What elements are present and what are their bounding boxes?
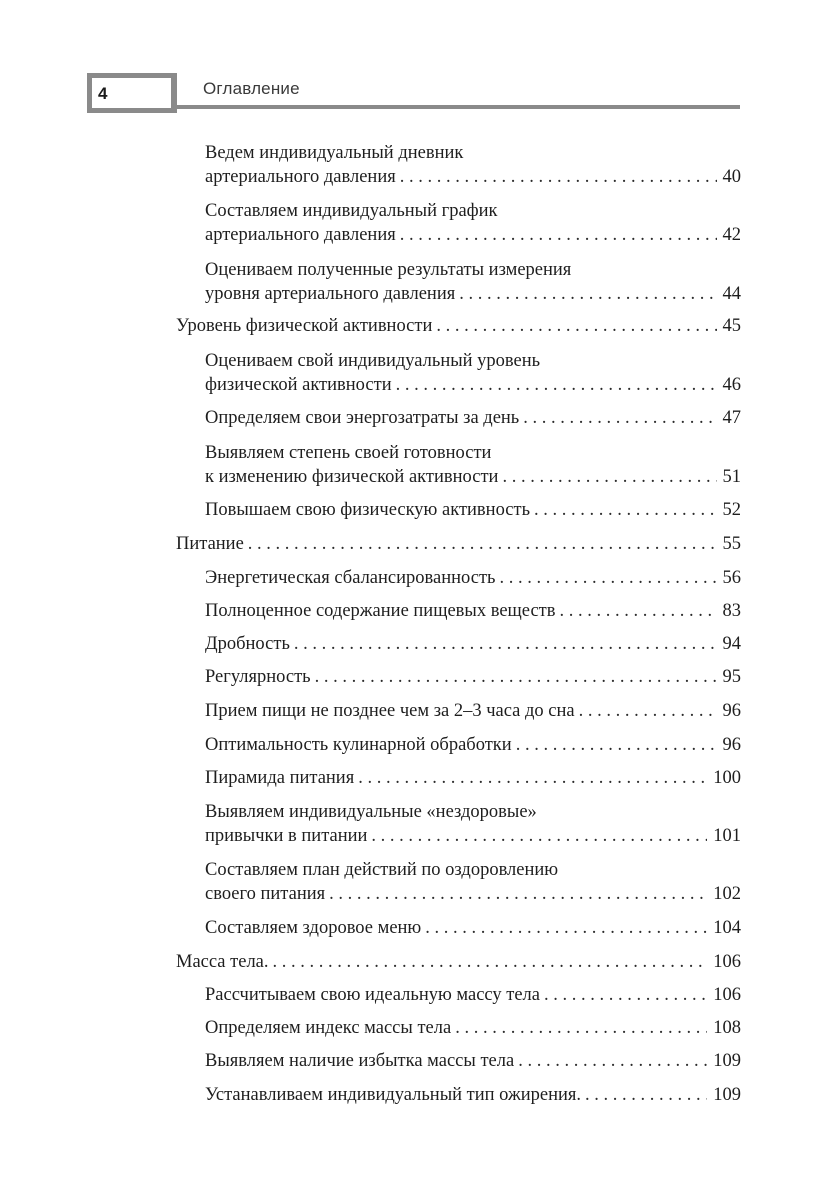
- toc-entry[interactable]: [205, 258, 741, 306]
- toc-entry-page-number: 94: [722, 634, 741, 654]
- toc-entry[interactable]: [205, 983, 741, 1007]
- toc-entry-row: [176, 950, 741, 974]
- toc-entry-title-line: Выявляем индивидуальные «нездоровые»: [205, 802, 537, 822]
- dot-leader: [371, 824, 707, 848]
- toc-entry-title: артериального давления: [205, 167, 396, 187]
- toc-entry[interactable]: [205, 599, 741, 623]
- toc-entry[interactable]: [176, 950, 741, 974]
- dot-leader: [294, 632, 717, 656]
- dot-leader: [459, 282, 716, 306]
- toc-entry[interactable]: [205, 800, 741, 848]
- dot-leader: [248, 532, 717, 556]
- toc-entry-row: [205, 766, 741, 790]
- toc-entry[interactable]: [205, 441, 741, 489]
- toc-entry-page-number: 95: [722, 667, 741, 687]
- toc-entry-title: Выявляем наличие избытка массы тела: [205, 1051, 515, 1071]
- dot-leader: [358, 766, 707, 790]
- toc-entry-title: Рассчитываем свою идеальную массу тела: [205, 985, 541, 1005]
- toc-entry-row: [205, 599, 741, 623]
- toc-entry-row: [205, 1016, 741, 1040]
- toc-entry-page-number: 55: [722, 534, 741, 554]
- dot-leader: [579, 699, 717, 723]
- toc-entry-title-line: Оцениваем свой индивидуальный уровень: [205, 351, 541, 371]
- toc-entry-title-line: Выявляем степень своей готовности: [205, 443, 492, 463]
- toc-entry[interactable]: [205, 632, 741, 656]
- toc-entry[interactable]: [205, 916, 741, 940]
- toc-entry-page-number: 51: [722, 467, 741, 487]
- toc-entry-title: физической активности: [205, 375, 392, 395]
- toc-entry[interactable]: [176, 532, 741, 556]
- toc-entry-row: [205, 1083, 741, 1107]
- toc-entry-page-number: 108: [713, 1018, 741, 1038]
- dot-leader: [400, 223, 717, 247]
- toc-entry[interactable]: [205, 1083, 741, 1107]
- toc-entry-page-number: 96: [722, 735, 741, 755]
- toc-entry[interactable]: [205, 566, 741, 590]
- toc-entry[interactable]: [205, 406, 741, 430]
- toc-entry-title: Прием пищи не позднее чем за 2–3 часа до сна: [205, 701, 575, 721]
- dot-leader: [516, 733, 717, 757]
- toc-entry-page-number: 46: [722, 375, 741, 395]
- toc-entry-row: [205, 882, 741, 906]
- toc-entry[interactable]: [205, 699, 741, 723]
- toc-entry-row: [205, 373, 741, 397]
- toc-entry[interactable]: [205, 665, 741, 689]
- toc-entry-title: уровня артериального давления: [205, 284, 456, 304]
- toc-entry[interactable]: [205, 1016, 741, 1040]
- toc-entry-row: [205, 824, 741, 848]
- dot-leader: [273, 950, 708, 974]
- toc-entry-row: [205, 406, 741, 430]
- toc-entry-title: Определяем свои энергозатраты за день: [205, 408, 520, 428]
- dot-leader: [544, 983, 707, 1007]
- toc-entry-row: [176, 314, 741, 338]
- toc-entry[interactable]: [205, 199, 741, 247]
- toc-entry-page-number: 45: [722, 316, 741, 336]
- toc-entry-title: привычки в питании: [205, 826, 368, 846]
- toc-entry-page-number: 106: [713, 985, 741, 1005]
- toc-entry-row: [205, 498, 741, 522]
- toc-entry-page-number: 106: [713, 952, 741, 972]
- toc-entry-title: Определяем индекс массы тела: [205, 1018, 452, 1038]
- toc-entry[interactable]: [205, 858, 741, 906]
- toc-entry-page-number: 56: [722, 568, 741, 588]
- toc-entry[interactable]: [205, 733, 741, 757]
- toc-entry-row: [205, 566, 741, 590]
- toc-entry-title: Оптимальность кулинарной обработки: [205, 735, 512, 755]
- dot-leader: [560, 599, 717, 623]
- toc-entry-title: Питание: [176, 534, 244, 554]
- toc-entry-title-line: Составляем индивидуальный график: [205, 201, 498, 221]
- toc-entry-row: [205, 916, 741, 940]
- dot-leader: [499, 566, 716, 590]
- toc-entry-row: [205, 1049, 741, 1073]
- dot-leader: [502, 465, 716, 489]
- dot-leader: [585, 1083, 707, 1107]
- toc-entry-page-number: 100: [713, 768, 741, 788]
- toc-entry-title: Энергетическая сбалансированность: [205, 568, 496, 588]
- toc-entry-page-number: 47: [722, 408, 741, 428]
- dot-leader: [400, 165, 717, 189]
- toc-entry-page-number: 42: [722, 225, 741, 245]
- dot-leader: [425, 916, 707, 940]
- toc-entry-title-line: Оцениваем полученные результаты измерения: [205, 260, 572, 280]
- toc-entry-title: Повышаем свою физическую активность: [205, 500, 531, 520]
- toc-entry-page-number: 52: [722, 500, 741, 520]
- toc-entry-row: [205, 282, 741, 306]
- toc-entry-row: [205, 632, 741, 656]
- toc-entry[interactable]: [205, 766, 741, 790]
- toc-entry-row: [205, 699, 741, 723]
- toc-entry-title: Полноценное содержание пищевых веществ: [205, 601, 556, 621]
- dot-leader: [315, 665, 717, 689]
- dot-leader: [534, 498, 716, 522]
- toc-entry-title: своего питания: [205, 884, 326, 904]
- toc-entry-page-number: 44: [722, 284, 741, 304]
- toc-entry-title-line: Составляем план действий по оздоровлению: [205, 860, 559, 880]
- toc-entry-row: [176, 532, 741, 556]
- dot-leader: [523, 406, 716, 430]
- toc-entry-title: Масса тела.: [176, 952, 269, 972]
- running-header-title: Оглавление: [203, 79, 300, 98]
- toc-entry[interactable]: [205, 1049, 741, 1073]
- toc-entry-page-number: 83: [722, 601, 741, 621]
- toc-entry[interactable]: [205, 141, 741, 189]
- toc-entry[interactable]: [176, 314, 741, 338]
- toc-entry-title-line: Ведем индивидуальный дневник: [205, 143, 464, 163]
- toc-entry[interactable]: [205, 349, 741, 397]
- toc-entry-row: [205, 465, 741, 489]
- dot-leader: [329, 882, 707, 906]
- toc-entry-page-number: 101: [713, 826, 741, 846]
- toc-entry-row: [205, 223, 741, 247]
- toc-entry-title: Дробность: [205, 634, 290, 654]
- toc-entry-title: Регулярность: [205, 667, 311, 687]
- dot-leader: [455, 1016, 707, 1040]
- toc-entry-row: [205, 665, 741, 689]
- toc-entry-row: [205, 165, 741, 189]
- dot-leader: [518, 1049, 707, 1073]
- toc-entry-page-number: 109: [713, 1051, 741, 1071]
- toc-entry-row: [205, 983, 741, 1007]
- toc-entry-row: [205, 733, 741, 757]
- dot-leader: [436, 314, 716, 338]
- page-number: 4: [98, 84, 108, 103]
- toc-entry-title: артериального давления: [205, 225, 396, 245]
- toc-entry-title: к изменению физической активности: [205, 467, 499, 487]
- toc-entry[interactable]: [205, 498, 741, 522]
- toc-entry-title: Устанавливаем индивидуальный тип ожирения.: [205, 1085, 582, 1105]
- toc-entry-title: Составляем здоровое меню: [205, 918, 422, 938]
- toc-entry-title: Пирамида питания: [205, 768, 355, 788]
- toc-entry-title: Уровень физической активности: [176, 316, 433, 336]
- toc-entry-page-number: 109: [713, 1085, 741, 1105]
- dot-leader: [396, 373, 717, 397]
- toc-entry-page-number: 40: [722, 167, 741, 187]
- toc-entry-page-number: 104: [713, 918, 741, 938]
- toc-entry-page-number: 96: [722, 701, 741, 721]
- toc-entry-page-number: 102: [713, 884, 741, 904]
